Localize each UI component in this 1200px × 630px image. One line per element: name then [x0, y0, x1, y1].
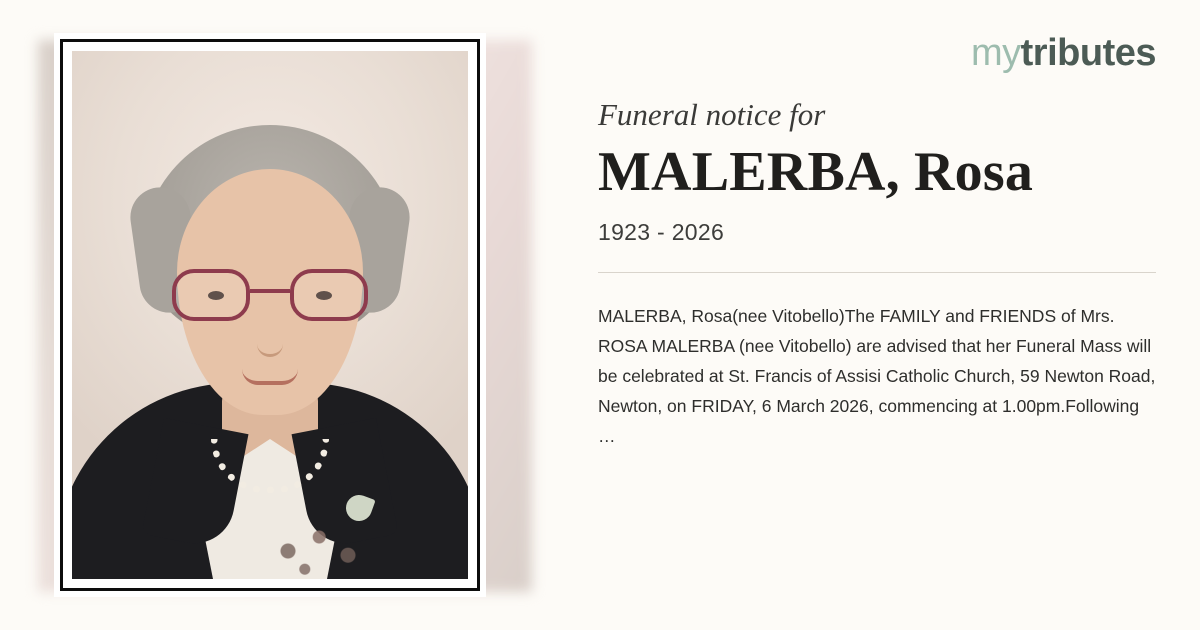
glasses-lens-left	[172, 269, 250, 321]
notice-body-text: MALERBA, Rosa(nee Vitobello)The FAMILY and FRIENDS of Mrs. ROSA MALERBA (nee Vitobello) are advised that her Funeral Mass will be celebrated at St. Francis of Assisi Catholic Church, 59 Newton Road, Newton, on FRIDAY, 6 March 2026, commencing at 1.00pm.Following	[598, 305, 1156, 416]
notice-eyebrow: Funeral notice for	[598, 97, 826, 132]
portrait-photo	[72, 51, 468, 579]
nose-shape	[257, 319, 283, 357]
section-divider	[598, 272, 1156, 273]
glasses-lens-right	[290, 269, 368, 321]
page-title: MALERBA, Rosa	[598, 141, 1034, 204]
mouth-shape	[242, 369, 298, 385]
portrait-panel	[0, 0, 540, 630]
glasses-icon	[172, 269, 368, 323]
notice-truncation-ellipsis: …	[598, 425, 616, 446]
floral-pattern	[264, 509, 384, 579]
portrait-frame	[60, 39, 480, 591]
mytributes-logo	[598, 34, 1156, 72]
logo-text-my: my	[970, 32, 1021, 74]
life-dates: 1923 - 2026	[598, 218, 725, 245]
notice-content	[540, 0, 1200, 630]
glasses-bridge	[250, 289, 290, 293]
logo-text-tributes: tributes	[1020, 32, 1156, 74]
